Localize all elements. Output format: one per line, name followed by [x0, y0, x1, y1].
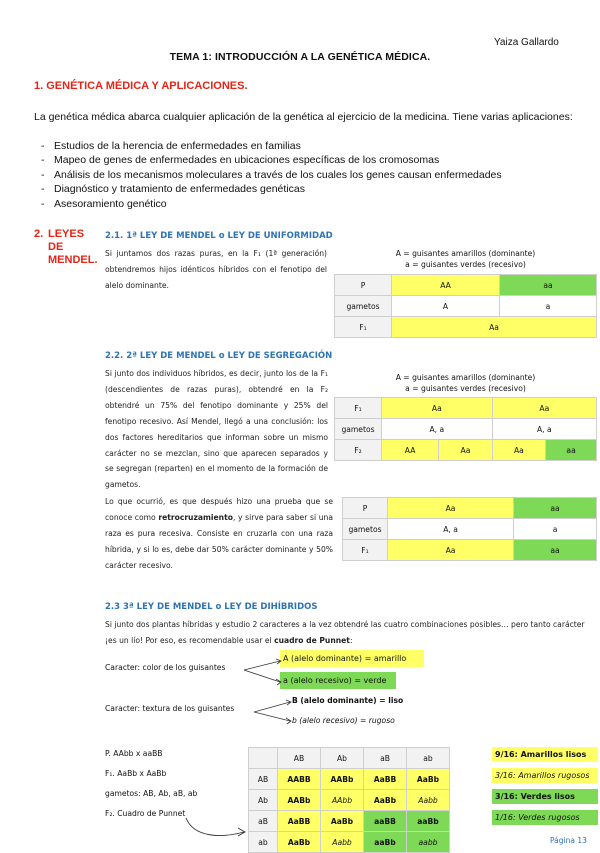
law2-legend: A = guisantes amarillos (dominante) a = guisantes verdes (recesivo)	[335, 369, 597, 398]
table-cell: Aabb	[321, 832, 364, 853]
row-header: AB	[249, 769, 278, 790]
column-header: Ab	[321, 748, 364, 769]
list-item: - Mapeo de genes de enfermedades en ubicaciones específicas de los cromosomas	[34, 153, 502, 167]
table-cell: Aa	[382, 398, 493, 419]
page-number: Página 13	[550, 836, 587, 845]
result-green-rough: 1/16: Verdes rugosos	[492, 810, 598, 825]
table-cell: a	[500, 296, 597, 317]
table-cell: F₁	[335, 398, 382, 419]
arrow-line	[254, 702, 290, 712]
table-cell: Aa	[392, 317, 597, 338]
section2-title-line3: MENDEL.	[48, 254, 98, 266]
list-item: - Estudios de la herencia de enfermedades en familias	[34, 139, 502, 153]
section2-title-line2: DE	[48, 241, 64, 253]
arrow-line	[244, 670, 280, 682]
page-title: TEMA 1: INTRODUCCIÓN A LA GENÉTICA MÉDICA.	[169, 51, 431, 63]
law1-heading: 2.1. 1ª LEY DE MENDEL o LEY DE UNIFORMIDAD	[105, 231, 333, 241]
table-cell: AA	[392, 275, 500, 296]
step: P. AAbb x aaBB	[105, 749, 163, 758]
arrow-line	[254, 712, 290, 721]
table-cell	[249, 748, 278, 769]
table-cell: aaBb	[364, 832, 407, 853]
section2-title-line1: LEYES	[48, 228, 85, 240]
section2-number: 2.	[34, 228, 44, 240]
table-cell: AABB	[278, 769, 321, 790]
char2-label: Caracter: textura de los guisantes	[105, 704, 235, 713]
table-cell: AABb	[321, 769, 364, 790]
table-cell: AaBB	[364, 769, 407, 790]
section2-heading	[34, 228, 104, 267]
table-cell: a	[514, 519, 597, 540]
table-cell: A, a	[492, 419, 596, 440]
table-cell: A, a	[388, 519, 514, 540]
table-cell: aabb	[407, 832, 450, 853]
result-green-smooth: 3/16: Verdes lisos	[492, 789, 598, 804]
table-cell: aa	[500, 275, 597, 296]
law1-text: Si juntamos dos razas puras, en la F₁ (1ª generación) obtendremos hijos idénticos híbridos con el fenotipo del alelo dominante.	[105, 249, 327, 290]
table-cell: F₂	[335, 440, 382, 461]
arrow-line	[186, 818, 244, 835]
table-cell: AABb	[278, 790, 321, 811]
section1-intro: La genética médica abarca cualquier aplicación de la genética al ejercicio de la medicina. Tiene varias aplicaciones:	[34, 111, 573, 123]
law2-heading: 2.2. 2ª LEY DE MENDEL o LEY DE SEGREGACIÓN	[105, 351, 333, 361]
table-cell: gametos	[343, 519, 388, 540]
table-cell: AaBb	[278, 832, 321, 853]
table-cell: Aa	[388, 540, 514, 561]
list-item: - Asesoramiento genético	[34, 197, 502, 211]
list-item: - Análisis de los mecanismos moleculares a través de los cuales los genes causan enfermedades	[34, 168, 502, 182]
table-cell: AaBb	[321, 811, 364, 832]
step: F₁. AaBb x AaBb	[105, 769, 167, 778]
table-cell: aa	[514, 540, 597, 561]
row-header: aB	[249, 811, 278, 832]
table-cell: A, a	[382, 419, 493, 440]
row-header: ab	[249, 832, 278, 853]
author-name: Yaiza Gallardo	[494, 37, 559, 48]
backcross-table	[342, 497, 597, 561]
table-cell: Aa	[388, 498, 514, 519]
applications-list	[34, 139, 502, 211]
table-cell: P	[335, 275, 392, 296]
law2-table	[334, 369, 597, 461]
char1-recessive: a (alelo recesivo) = verde	[280, 672, 396, 689]
table-cell: AaBB	[278, 811, 321, 832]
step: F₂. Cuadro de Punnet	[105, 809, 186, 818]
table-cell: AaBb	[407, 769, 450, 790]
char2-dominant: B (alelo dominante) = liso	[292, 696, 404, 705]
table-cell: F₁	[335, 317, 392, 338]
table-cell: P	[343, 498, 388, 519]
char1-label: Caracter: color de los guisantes	[105, 663, 226, 672]
table-cell: gametos	[335, 296, 392, 317]
char2-recessive: b (alelo recesivo) = rugoso	[292, 716, 395, 725]
result-yellow-rough: 3/16: Amarillos rugosos	[492, 768, 598, 783]
arrow-head	[276, 679, 281, 685]
table-cell: Aa	[439, 440, 492, 461]
table-cell: AaBb	[364, 790, 407, 811]
arrows-diagram	[240, 650, 300, 730]
row-header: Ab	[249, 790, 278, 811]
law1-legend: A = guisantes amarillos (dominante) a = guisantes verdes (recesivo)	[335, 244, 597, 275]
column-header: aB	[364, 748, 407, 769]
table-cell: aaBB	[364, 811, 407, 832]
table-cell: aa	[514, 498, 597, 519]
table-cell: Aa	[492, 398, 596, 419]
table-cell: aa	[546, 440, 597, 461]
punnet-arrow	[180, 812, 252, 848]
column-header: ab	[407, 748, 450, 769]
result-yellow-smooth: 9/16: Amarillos lisos	[492, 747, 598, 762]
arrow-line	[244, 661, 280, 670]
table-cell: AAbb	[321, 790, 364, 811]
law3-heading: 2.3 3ª LEY DE MENDEL o LEY DE DIHÍBRIDOS	[105, 602, 318, 612]
table-cell: A	[392, 296, 500, 317]
column-header: AB	[278, 748, 321, 769]
law1-table	[334, 244, 597, 338]
table-cell: aaBb	[407, 811, 450, 832]
punnet-square	[248, 747, 450, 853]
list-item: - Diagnóstico y tratamiento de enfermedades genéticas	[34, 182, 502, 196]
section1-heading: 1. GENÉTICA MÉDICA Y APLICACIONES.	[34, 80, 248, 92]
table-cell: Aa	[492, 440, 545, 461]
step: gametos: AB, Ab, aB, ab	[105, 789, 198, 798]
law3-text: Si junto dos plantas híbridas y estudio 2 caracteres a la vez obtendré las cuatro combinaciones posibles… pero tanto carácter ¡es un lío! Por eso, es recomendable usar el cuadro de Punnet:	[105, 620, 585, 645]
law2-backcross-text: Lo que ocurrió, es que después hizo una prueba que se conoce como retrocruzamiento, y sirve para saber si una raza es pura recesiva. Consiste en cruzarla con una raza híbrida, y si lo es, debe dar 50% carácter dominante y 50% carácter recesivo.	[105, 497, 333, 570]
table-cell: AA	[382, 440, 439, 461]
char1-dominant: A (alelo dominante) = amarillo	[280, 650, 424, 667]
table-cell: Aabb	[407, 790, 450, 811]
law2-text: Si junto dos individuos híbridos, es decir, junto los de la F₁ (descendientes de razas puras), obtendré en la F₂ obtendré un 75% del fenotipo dominante y 25% del fenotipo recesivo. Así Mendel, llegó a una conclusión: los dos factores hereditarios que informan sobre un mismo carácter no se mezclan, sino que aparecen separados y se segregan (reparten) en el momento de la formación de gametos.	[105, 369, 328, 490]
table-cell: F₁	[343, 540, 388, 561]
table-cell: gametos	[335, 419, 382, 440]
